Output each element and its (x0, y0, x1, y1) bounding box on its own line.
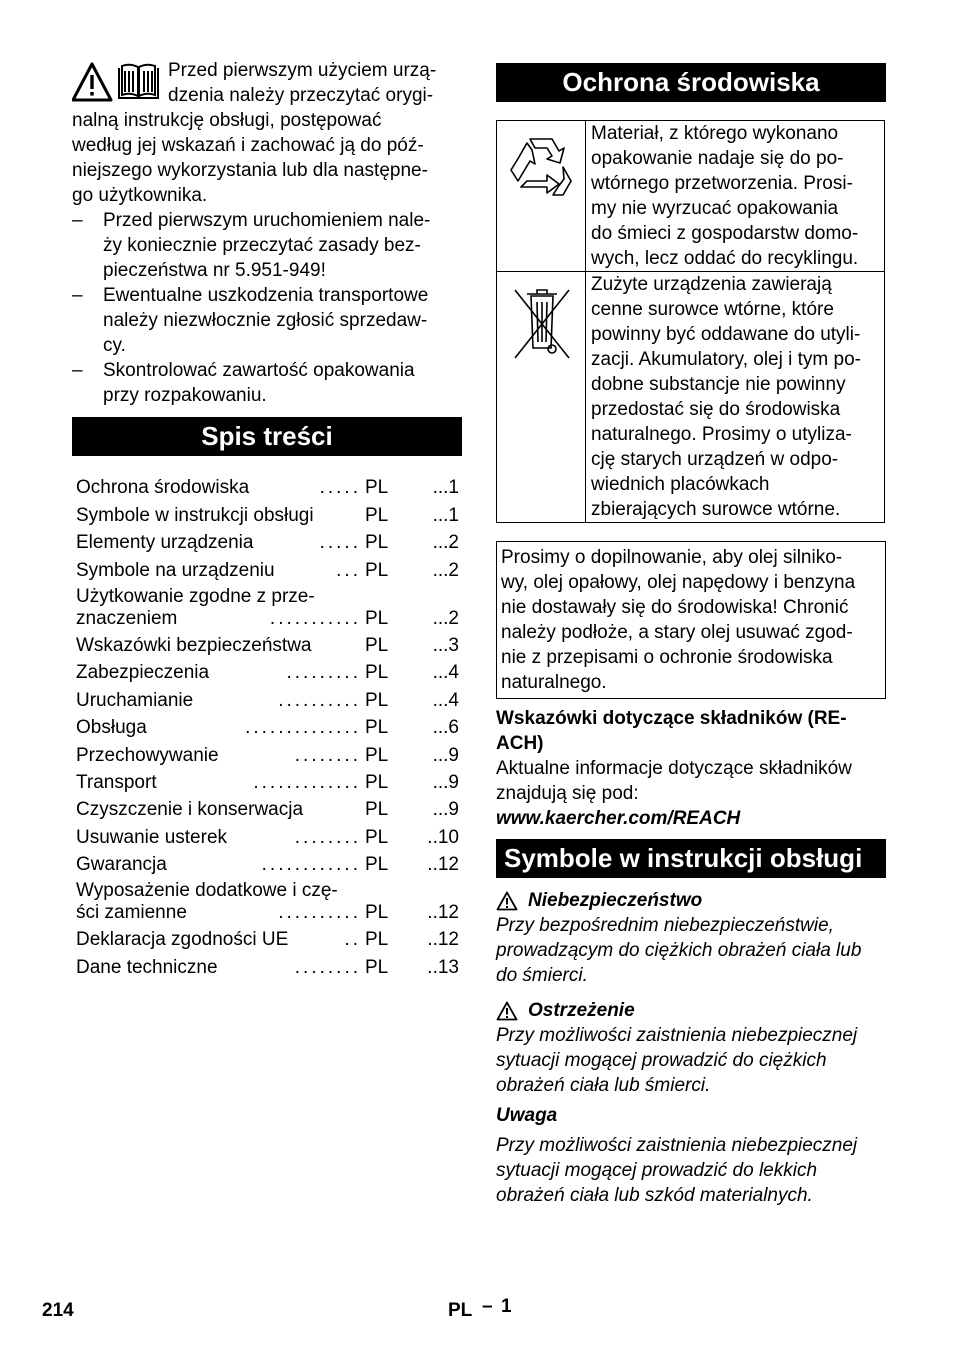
toc-entry-title-text: Zabezpieczenia (76, 662, 210, 684)
caution-title: Uwaga (496, 1105, 558, 1126)
table-row (497, 272, 885, 523)
toc-entry-page: ...6 (432, 717, 459, 739)
intro-line-5: niejszego wykorzystania lub dla następne- (72, 160, 428, 181)
list-item-line: należy niezwłocznie zgłosić sprzedaw- (103, 310, 428, 331)
list-item-line: ży koniecznie przeczytać zasady bez- (103, 235, 421, 256)
intro-line-1: Przed pierwszym użyciem urzą- (168, 60, 437, 81)
text-line: do śmierci. (496, 965, 588, 986)
toc-row[interactable] (76, 767, 462, 794)
toc-row[interactable] (76, 739, 462, 766)
toc-row[interactable] (76, 821, 462, 848)
toc-leader-dots: .............. (245, 717, 361, 739)
toc-entry-title-text: Symbole w instrukcji obsługi (76, 504, 314, 526)
toc-entry-title (76, 827, 365, 849)
toc-entry-page: ..12 (427, 902, 459, 924)
text-line: Zużyte urządzenia zawierają (591, 274, 832, 295)
recycle-icon (497, 121, 585, 221)
toc-entry-title (76, 717, 365, 739)
list-item-line: cy. (103, 335, 126, 356)
toc-entry-title (76, 957, 365, 979)
toc-entry-title-text: Dane techniczne (76, 956, 218, 978)
toc-entry-page: ..13 (427, 956, 459, 978)
toc-entry-page: ..10 (427, 826, 459, 848)
toc-entry-title-text: Ochrona środowiska (76, 477, 250, 499)
toc-entry-title (76, 854, 365, 876)
toc-leader-dots: ......... (286, 662, 361, 684)
toc-entry-title (76, 772, 365, 794)
toc-entry-title (76, 880, 365, 924)
reach-heading-line: Wskazówki dotyczące składników (RE- (496, 708, 847, 729)
toc-entry-title (76, 505, 365, 527)
toc-entry-lang: PL (365, 902, 389, 924)
toc-row[interactable] (76, 684, 462, 711)
toc-entry-lang: PL (365, 929, 389, 951)
symbols-section (496, 888, 886, 1208)
toc-entry-title (76, 799, 365, 821)
text-line: my nie wyrzucać opakowania (591, 198, 839, 219)
toc-entry-title-text: Symbole na urządzeniu (76, 559, 275, 581)
text-line: obrażeń ciała lub śmierci. (496, 1075, 711, 1096)
toc-entry-title (76, 477, 365, 499)
toc-leader-dots: ........ (294, 826, 361, 848)
toc-entry-title (76, 929, 365, 951)
text-line: do śmieci z gospodarstw domo- (591, 223, 859, 244)
text-line: nie dostawały się do środowiska! Chronić (501, 597, 849, 618)
list-item (72, 208, 462, 283)
toc-entry-title (76, 662, 365, 684)
toc-entry-lang: PL (365, 559, 389, 581)
toc-entry-page: ...1 (432, 504, 459, 526)
danger-heading (496, 888, 886, 913)
toc-row[interactable] (76, 554, 462, 581)
toc-leader-dots: .......... (278, 689, 361, 711)
toc-entry-lang: PL (365, 744, 389, 766)
toc-row[interactable] (76, 472, 462, 499)
text-line: naturalnego. Prosimy o utyliza- (591, 424, 852, 445)
text-line: naturalnego. (501, 672, 607, 693)
toc-entry-lang: PL (365, 826, 389, 848)
text-line: opakowanie nadaje się do po- (591, 148, 844, 169)
toc-entry-page: ..12 (427, 929, 459, 951)
toc-row[interactable] (76, 527, 462, 554)
text-line: cenne surowce wtórne, które (591, 299, 834, 320)
text-line: dobne substancje nie powinny (591, 374, 846, 395)
table-of-contents (72, 472, 462, 979)
list-item-line: Ewentualne uszkodzenia transportowe (103, 285, 429, 306)
dash-marker: – (72, 210, 83, 231)
toc-entry-lang: PL (365, 799, 389, 821)
toc-leader-dots: ........ (294, 744, 361, 766)
list-item-line: Przed pierwszym uruchomieniem nale- (103, 210, 431, 231)
environment-heading: Ochrona środowiska (496, 63, 886, 102)
toc-leader-dots: ............ (261, 854, 361, 876)
toc-entry-lang: PL (365, 634, 389, 656)
footer-dash: – (482, 1296, 493, 1317)
toc-entry-lang: PL (365, 662, 389, 684)
icon-cell (497, 121, 586, 272)
toc-entry-title-line: ści zamienne (76, 902, 187, 924)
toc-entry-lang: PL (365, 477, 389, 499)
toc-entry-title (76, 532, 365, 554)
oil-note-box (496, 541, 886, 699)
toc-entry-lang: PL (365, 504, 389, 526)
right-column (496, 63, 886, 1208)
toc-entry-lang: PL (365, 956, 389, 978)
warning-triangle-icon (73, 64, 111, 100)
toc-leader-dots: ... (336, 559, 361, 581)
warning-triangle-icon (496, 891, 518, 911)
toc-entry-title-line: Użytkowanie zgodne z prze- (76, 585, 315, 607)
dash-marker: – (72, 360, 83, 381)
list-item-line: Skontrolować zawartość opakowania (103, 360, 415, 381)
toc-row[interactable] (76, 924, 462, 951)
toc-entry-title-line: Wyposażenie dodatkowe i czę- (76, 880, 338, 902)
toc-entry-page: ..12 (427, 854, 459, 876)
text-line: przedostać się do środowiska (591, 399, 841, 420)
toc-leader-dots: ........ (294, 956, 361, 978)
toc-entry-title-text: Uruchamianie (76, 689, 194, 711)
toc-entry-page: ...2 (432, 607, 459, 629)
text-cell (586, 272, 885, 523)
toc-entry-title (76, 690, 365, 712)
toc-entry-title (76, 635, 365, 657)
toc-entry-title (76, 745, 365, 767)
text-line: sytuacji mogącej prowadzić do ciężkich (496, 1050, 827, 1071)
page-number: 214 (42, 1300, 74, 1321)
text-line: zacji. Akumulatory, olej i tym po- (591, 349, 861, 370)
toc-entry-title-text: Transport (76, 771, 157, 793)
crossed-bin-icon (497, 272, 585, 372)
toc-entry-title-text: Obsługa (76, 717, 147, 739)
toc-entry-title-text: Elementy urządzenia (76, 532, 254, 554)
list-item-line: pieczeństwa nr 5.951-949! (103, 260, 326, 281)
toc-entry-lang: PL (365, 689, 389, 711)
symbols-heading: Symbole w instrukcji obsługi (496, 839, 886, 878)
list-item (72, 283, 462, 358)
toc-row[interactable] (76, 582, 462, 630)
toc-leader-dots: ............. (253, 771, 361, 793)
intro-block (72, 58, 462, 208)
toc-row[interactable] (76, 951, 462, 978)
text-line: wiednich placówkach (591, 474, 770, 495)
reach-section (496, 706, 886, 831)
toc-entry-title (76, 560, 365, 582)
danger-title: Niebezpieczeństwo (528, 890, 703, 911)
text-line: prowadzącym do ciężkich obrażeń ciała lub (496, 940, 862, 961)
text-line: obrażeń ciała lub szkód materialnych. (496, 1185, 813, 1206)
reach-heading-line: ACH) (496, 733, 544, 754)
warning-title: Ostrzeżenie (528, 1000, 635, 1021)
list-item-line: przy rozpakowaniu. (103, 385, 267, 406)
toc-entry-title-text: Czyszczenie i konserwacja (76, 799, 304, 821)
toc-entry-title (76, 586, 365, 630)
toc-row[interactable] (76, 849, 462, 876)
toc-row[interactable] (76, 876, 462, 924)
intro-icons (72, 62, 162, 104)
footer-lang: PL (448, 1300, 473, 1321)
manual-book-icon (119, 65, 158, 98)
toc-entry-lang: PL (365, 771, 389, 793)
toc-row[interactable] (76, 794, 462, 821)
toc-entry-page: ...2 (432, 532, 459, 554)
safety-bullet-list (72, 208, 462, 408)
toc-entry-page: ...4 (432, 662, 459, 684)
toc-heading: Spis treści (72, 417, 462, 456)
toc-row[interactable] (76, 630, 462, 657)
toc-entry-title-line: znaczeniem (76, 607, 178, 629)
toc-entry-page: ...9 (432, 771, 459, 793)
dash-marker: – (72, 285, 83, 306)
toc-entry-page: ...1 (432, 477, 459, 499)
text-line: Przy bezpośrednim niebezpieczeństwie, (496, 915, 834, 936)
toc-entry-lang: PL (365, 532, 389, 554)
text-line: znajdują się pod: (496, 783, 639, 804)
toc-entry-title-text: Przechowywanie (76, 744, 219, 766)
left-column (72, 58, 462, 979)
intro-line-6: go użytkownika. (72, 185, 208, 206)
toc-entry-lang: PL (365, 717, 389, 739)
text-line: wych, lecz oddać do recyklingu. (591, 248, 859, 269)
text-line: wtórnego przetworzenia. Prosi- (591, 173, 853, 194)
intro-line-2: dzenia należy przeczytać orygi- (168, 85, 434, 106)
toc-row[interactable] (76, 499, 462, 526)
icon-cell (497, 272, 586, 523)
text-cell (586, 121, 885, 272)
toc-leader-dots: ........... (269, 607, 361, 629)
text-line: Przy możliwości zaistnienia niebezpiecznej (496, 1025, 858, 1046)
reach-link[interactable]: www.kaercher.com/REACH (496, 808, 741, 829)
toc-entry-title-text: Gwarancja (76, 854, 167, 876)
text-line: Przy możliwości zaistnienia niebezpiecznej (496, 1135, 858, 1156)
toc-entry-title-text: Deklaracja zgodności UE (76, 929, 289, 951)
toc-entry-lang: PL (365, 607, 389, 629)
toc-row[interactable] (76, 712, 462, 739)
toc-entry-page: ...4 (432, 689, 459, 711)
toc-entry-page: ...2 (432, 559, 459, 581)
toc-entry-lang: PL (365, 854, 389, 876)
footer-section-page: 1 (501, 1296, 512, 1317)
text-line: Materiał, z którego wykonano (591, 123, 839, 144)
toc-entry-title-text: Usuwanie usterek (76, 826, 228, 848)
text-line: zbierających surowce wtórne. (591, 499, 841, 520)
toc-entry-page: ...9 (432, 744, 459, 766)
toc-entry-title-text: Wskazówki bezpieczeństwa (76, 634, 312, 656)
list-item (72, 358, 462, 408)
warning-heading (496, 998, 886, 1023)
text-line: sytuacji mogącej prowadzić do lekkich (496, 1160, 818, 1181)
text-line: należy podłoże, a stary olej usuwać zgod- (501, 622, 853, 643)
toc-row[interactable] (76, 657, 462, 684)
warning-triangle-icon (496, 1001, 518, 1021)
environment-table (496, 120, 885, 523)
toc-entry-page: ...9 (432, 799, 459, 821)
text-line: wy, olej opałowy, olej napędowy i benzyna (501, 572, 856, 593)
toc-leader-dots: ..... (319, 477, 361, 499)
intro-line-3: nalną instrukcję obsługi, postępować (72, 110, 382, 131)
text-line: Aktualne informacje dotyczące składników (496, 758, 852, 779)
toc-leader-dots: .......... (278, 902, 361, 924)
text-line: powinny być oddawane do utyli- (591, 324, 861, 345)
text-line: Prosimy o dopilnowanie, aby olej silniko- (501, 547, 843, 568)
intro-line-4: według jej wskazań i zachować ją do póź- (72, 135, 424, 156)
toc-entry-page: ...3 (432, 634, 459, 656)
table-row (497, 121, 885, 272)
text-line: nie z przepisami o ochronie środowiska (501, 647, 833, 668)
toc-leader-dots: ..... (319, 532, 361, 554)
toc-leader-dots: .. (344, 929, 361, 951)
text-line: cję starych urządzeń w odpo- (591, 449, 839, 470)
